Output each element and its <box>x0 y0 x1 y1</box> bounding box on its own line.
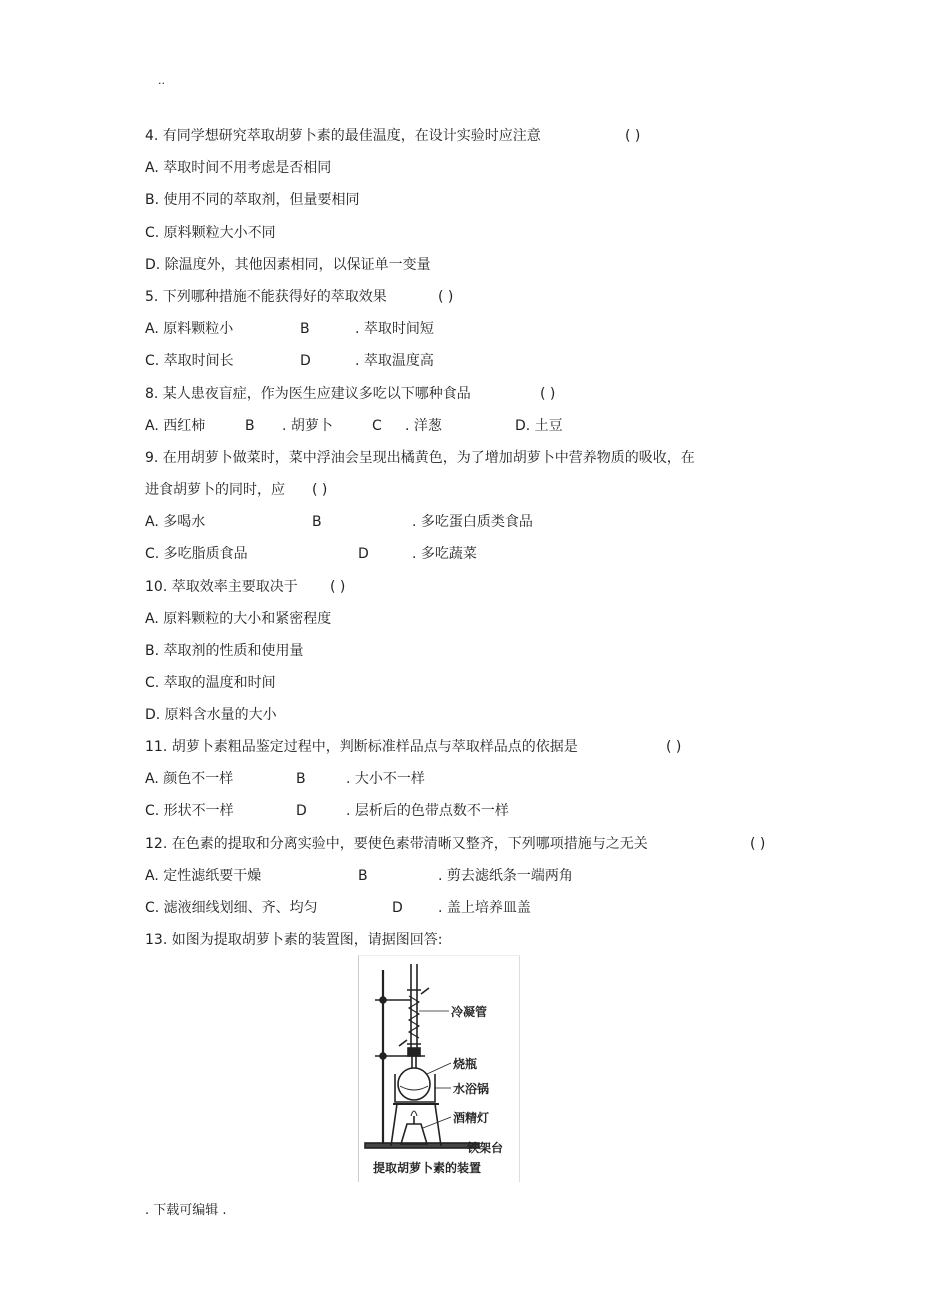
question-9-option-d-letter: D <box>358 546 369 562</box>
extraction-apparatus-figure <box>358 955 520 1182</box>
question-12-option-b-letter: B <box>358 868 368 884</box>
question-9-option-b-text: . 多吃蛋白质类食品 <box>412 514 533 530</box>
question-11-option-a: A. 颜色不一样 <box>145 771 234 787</box>
question-8-option-d: D. 土豆 <box>515 418 563 434</box>
label-alcohol-lamp: 酒精灯 <box>453 1111 490 1125</box>
question-5-stem: 5. 下列哪种措施不能获得好的萃取效果 <box>145 289 387 305</box>
question-11-option-b-text: . 大小不一样 <box>346 771 425 787</box>
question-9-option-b-letter: B <box>312 514 322 530</box>
question-10-option-c: C. 萃取的温度和时间 <box>145 675 276 691</box>
question-9-option-a: A. 多喝水 <box>145 514 206 530</box>
question-9-stem: 9. 在用胡萝卜做菜时，菜中浮油会呈现出橘黄色，为了增加胡萝卜中营养物质的吸收，在 <box>145 450 695 466</box>
question-5-option-d-letter: D <box>300 353 311 369</box>
question-5-paren: ( ) <box>438 289 454 305</box>
figure-caption: 提取胡萝卜素的装置 <box>373 1161 482 1175</box>
question-8-option-b-letter: B <box>245 418 255 434</box>
question-9-paren: ( ) <box>312 482 328 498</box>
question-8-stem: 8. 某人患夜盲症，作为医生应建议多吃以下哪种食品 <box>145 386 471 402</box>
question-5-option-a: A. 原料颗粒小 <box>145 321 234 337</box>
question-11-paren: ( ) <box>666 739 682 755</box>
question-13-stem: 13. 如图为提取胡萝卜素的装置图，请据图回答: <box>145 932 443 948</box>
question-5-option-b-letter: B <box>300 321 310 337</box>
question-11-stem: 11. 胡萝卜素粗品鉴定过程中，判断标准样品点与萃取样品点的依据是 <box>145 739 578 755</box>
question-5-option-d-text: . 萃取温度高 <box>355 353 434 369</box>
question-12-option-c: C. 滤液细线划细、齐、均匀 <box>145 900 318 916</box>
question-12-option-d-text: . 盖上培养皿盖 <box>438 900 531 916</box>
question-5-option-c: C. 萃取时间长 <box>145 353 234 369</box>
question-9-option-c: C. 多吃脂质食品 <box>145 546 248 562</box>
label-iron-stand: 铁架台 <box>467 1141 504 1155</box>
label-flask: 烧瓶 <box>453 1057 478 1071</box>
question-10-option-d: D. 原料含水量的大小 <box>145 707 277 723</box>
header-mark: .. <box>158 74 165 87</box>
question-8-option-c-text: . 洋葱 <box>405 418 442 434</box>
question-4-stem: 4. 有同学想研究萃取胡萝卜素的最佳温度，在设计实验时应注意 <box>145 128 541 144</box>
question-10-option-a: A. 原料颗粒的大小和紧密程度 <box>145 611 332 627</box>
question-12-stem: 12. 在色素的提取和分离实验中，要使色素带清晰又整齐，下列哪项措施与之无关 <box>145 836 648 852</box>
question-4-option-b: B. 使用不同的萃取剂，但量要相同 <box>145 192 360 208</box>
question-11-option-c: C. 形状不一样 <box>145 803 234 819</box>
question-10-paren: ( ) <box>330 579 346 595</box>
label-condenser: 冷凝管 <box>451 1005 488 1019</box>
question-4-paren: ( ) <box>625 128 641 144</box>
apparatus-drawing <box>359 956 519 1182</box>
question-8-option-a: A. 西红柿 <box>145 418 206 434</box>
question-8-paren: ( ) <box>540 386 556 402</box>
question-8-option-c-letter: C <box>372 418 382 434</box>
footer-text: . 下载可编辑 . <box>145 1203 227 1218</box>
question-10-stem: 10. 萃取效率主要取决于 <box>145 579 298 595</box>
question-12-option-b-text: . 剪去滤纸条一端两角 <box>438 868 573 884</box>
question-5-option-b-text: . 萃取时间短 <box>355 321 434 337</box>
question-4-option-d: D. 除温度外，其他因素相同，以保证单一变量 <box>145 257 431 273</box>
question-11-option-b-letter: B <box>296 771 306 787</box>
question-10-option-b: B. 萃取剂的性质和使用量 <box>145 643 304 659</box>
question-4-option-c: C. 原料颗粒大小不同 <box>145 225 276 241</box>
question-11-option-d-letter: D <box>296 803 307 819</box>
label-water-bath: 水浴锅 <box>453 1082 490 1096</box>
question-9-option-d-text: . 多吃蔬菜 <box>412 546 477 562</box>
question-12-paren: ( ) <box>750 836 766 852</box>
question-8-option-b-text: . 胡萝卜 <box>282 418 333 434</box>
question-11-option-d-text: . 层析后的色带点数不一样 <box>346 803 509 819</box>
question-12-option-a: A. 定性滤纸要干燥 <box>145 868 262 884</box>
question-9-stem-continued: 进食胡萝卜的同时，应 <box>145 482 285 498</box>
question-4-option-a: A. 萃取时间不用考虑是否相同 <box>145 160 332 176</box>
question-12-option-d-letter: D <box>392 900 403 916</box>
